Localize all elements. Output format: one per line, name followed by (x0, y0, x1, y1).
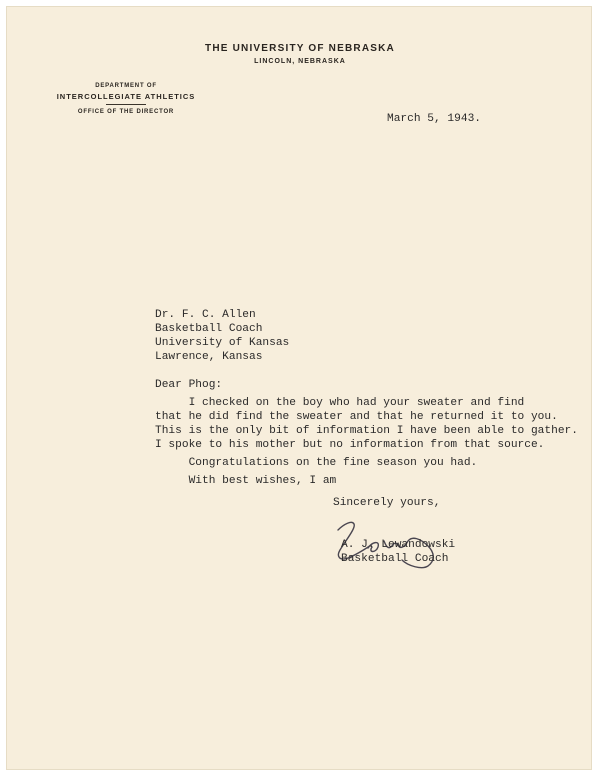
recipient-name: Dr. F. C. Allen (155, 309, 256, 321)
body-line: This is the only bit of information I have been able to gather. (155, 425, 578, 437)
body-best-wishes: With best wishes, I am (155, 475, 337, 487)
letter-date: March 5, 1943. (387, 113, 481, 125)
letterhead-city: LINCOLN, NEBRASKA (254, 58, 346, 65)
recipient-location: Lawrence, Kansas (155, 351, 263, 363)
body-congratulations: Congratulations on the fine season you had. (155, 457, 478, 469)
salutation: Dear Phog: (155, 379, 223, 391)
recipient-title: Basketball Coach (155, 323, 263, 335)
department-line-1: DEPARTMENT OF (95, 83, 157, 89)
letterhead-institution: THE UNIVERSITY OF NEBRASKA (205, 43, 395, 54)
body-line: I checked on the boy who had your sweater and find (155, 397, 525, 409)
office-of-director: OFFICE OF THE DIRECTOR (77, 109, 175, 115)
signer-title: Basketball Coach (341, 553, 449, 565)
letter-page (6, 6, 592, 770)
department-divider (106, 104, 146, 105)
closing: Sincerely yours, (333, 497, 441, 509)
body-line: that he did find the sweater and that he returned it to you. (155, 411, 558, 423)
recipient-organization: University of Kansas (155, 337, 290, 349)
signer-name: A. J. Lewandowski (341, 539, 456, 551)
department-line-2: INTERCOLLEGIATE ATHLETICS (56, 92, 196, 101)
body-line: I spoke to his mother but no information from that source. (155, 439, 545, 451)
